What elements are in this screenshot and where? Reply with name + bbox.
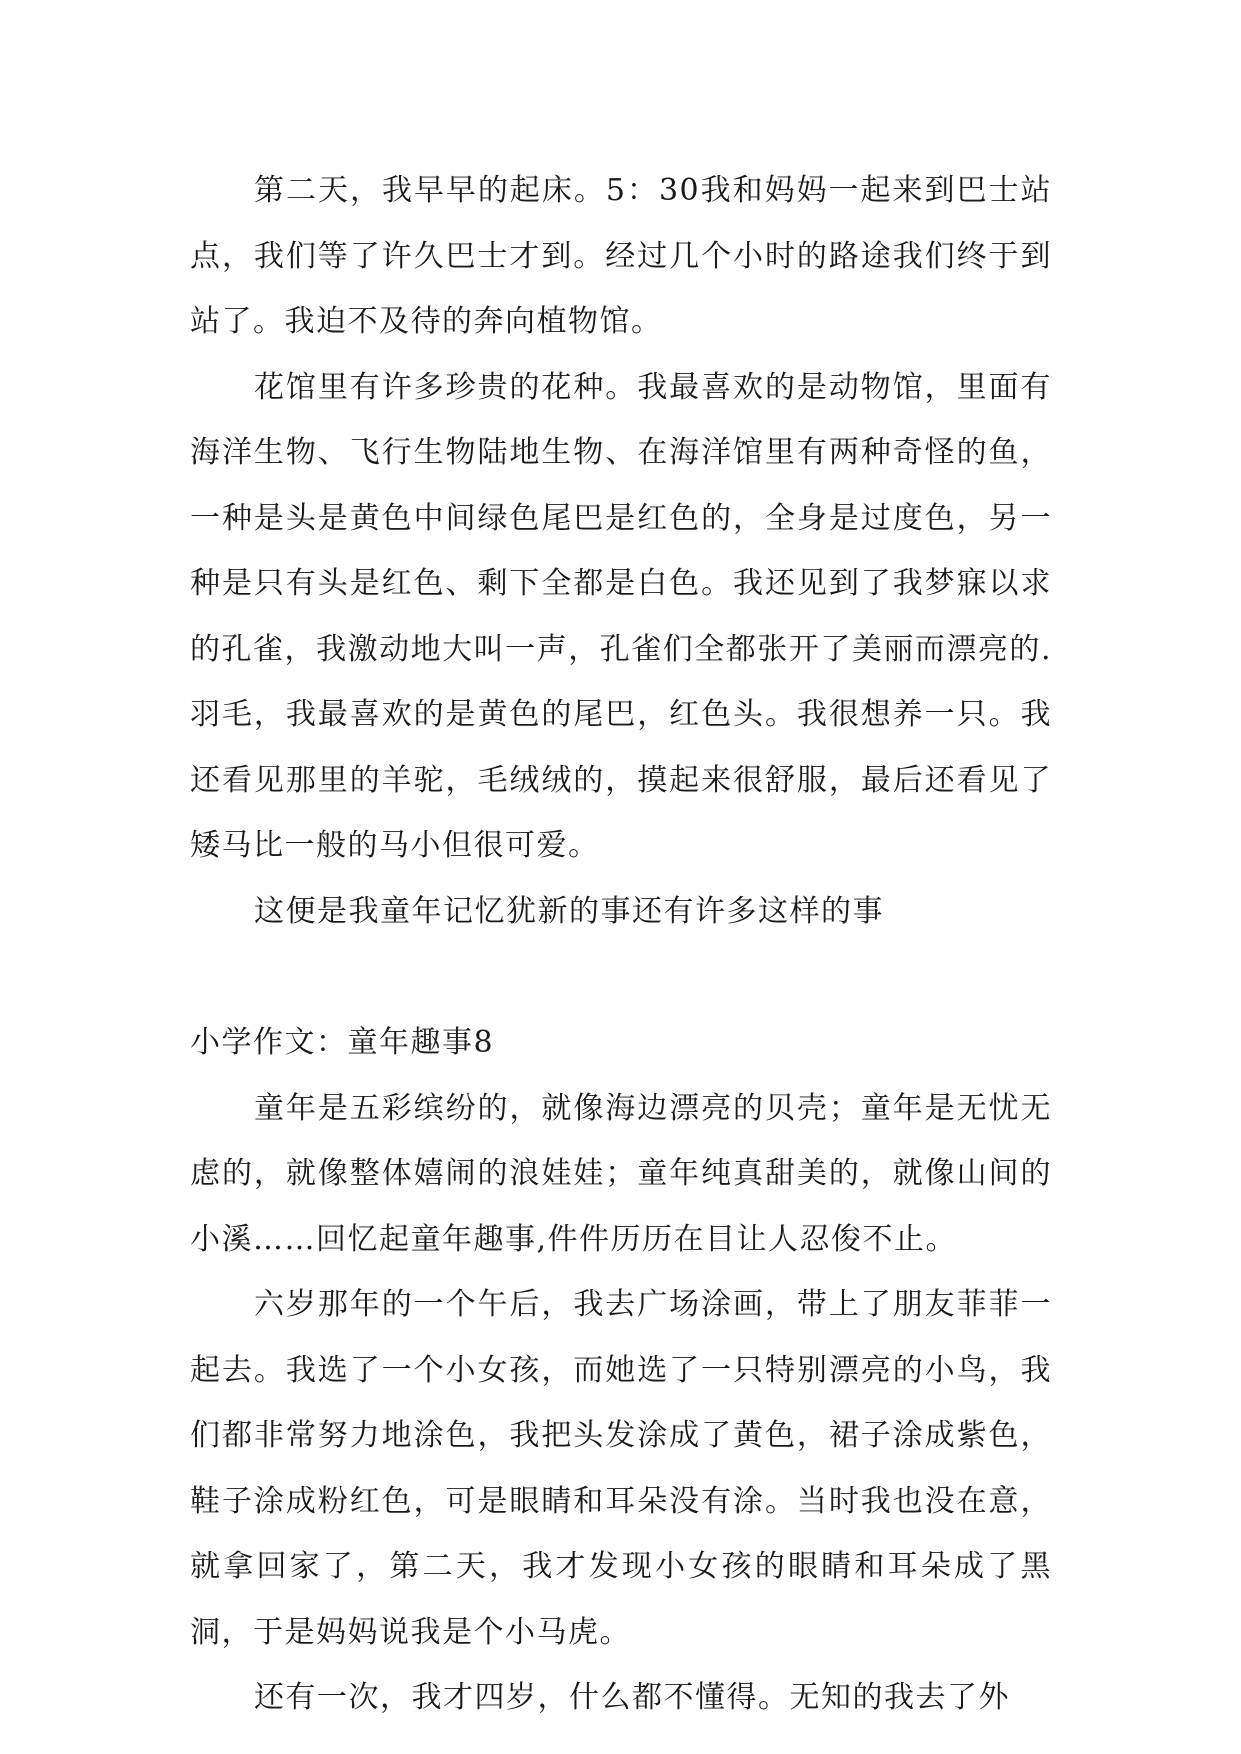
paragraph: 童年是五彩缤纷的，就像海边漂亮的贝壳；童年是无忧无虑的，就像整体嬉闹的浪娃娃；童年纯真甜美的，就像山间的小溪……回忆起童年趣事,件件历历在目让人忍俊不止。	[190, 1090, 1052, 1257]
paragraph: 六岁那年的一个午后，我去广场涂画，带上了朋友菲菲一起去。我选了一个小女孩，而她选了一只特别漂亮的小鸟，我们都非常努力地涂色，我把头发涂成了黄色，裙子涂成紫色，鞋子涂成粉红色，可是眼睛和耳朵没有涂。当时我也没在意，就拿回家了，第二天，我才发现小女孩的眼睛和耳朵成了黑洞，于是妈妈说我是个小马虎。	[190, 1287, 1052, 1650]
paragraph: 花馆里有许多珍贵的花种。我最喜欢的是动物馆，里面有海洋生物、飞行生物陆地生物、在海洋馆里有两种奇怪的鱼，一种是头是黄色中间绿色尾巴是红色的，全身是过度色，另一种是只有头是红色、剩下全都是白色。我还见到了我梦寐以求的孔雀，我激动地大叫一声，孔雀们全都张开了美丽而漂亮的.羽毛，我最喜欢的是黄色的尾巴，红色头。我很想养一只。我还看见那里的羊驼，毛绒绒的，摸起来很舒服，最后还看见了矮马比一般的马小但很可爱。	[190, 369, 1052, 863]
document-body	[190, 158, 1052, 1731]
paragraph: 第二天，我早早的起床。5：30我和妈妈一起来到巴士站点，我们等了许久巴士才到。经过几个小时的路途我们终于到站了。我迫不及待的奔向植物馆。	[190, 173, 1052, 339]
essay-title: 小学作文：童年趣事8	[190, 1025, 495, 1060]
paragraph: 还有一次，我才四岁，什么都不懂得。无知的我去了外	[254, 1680, 1010, 1715]
paragraph: 这便是我童年记忆犹新的事还有许多这样的事	[254, 893, 884, 929]
